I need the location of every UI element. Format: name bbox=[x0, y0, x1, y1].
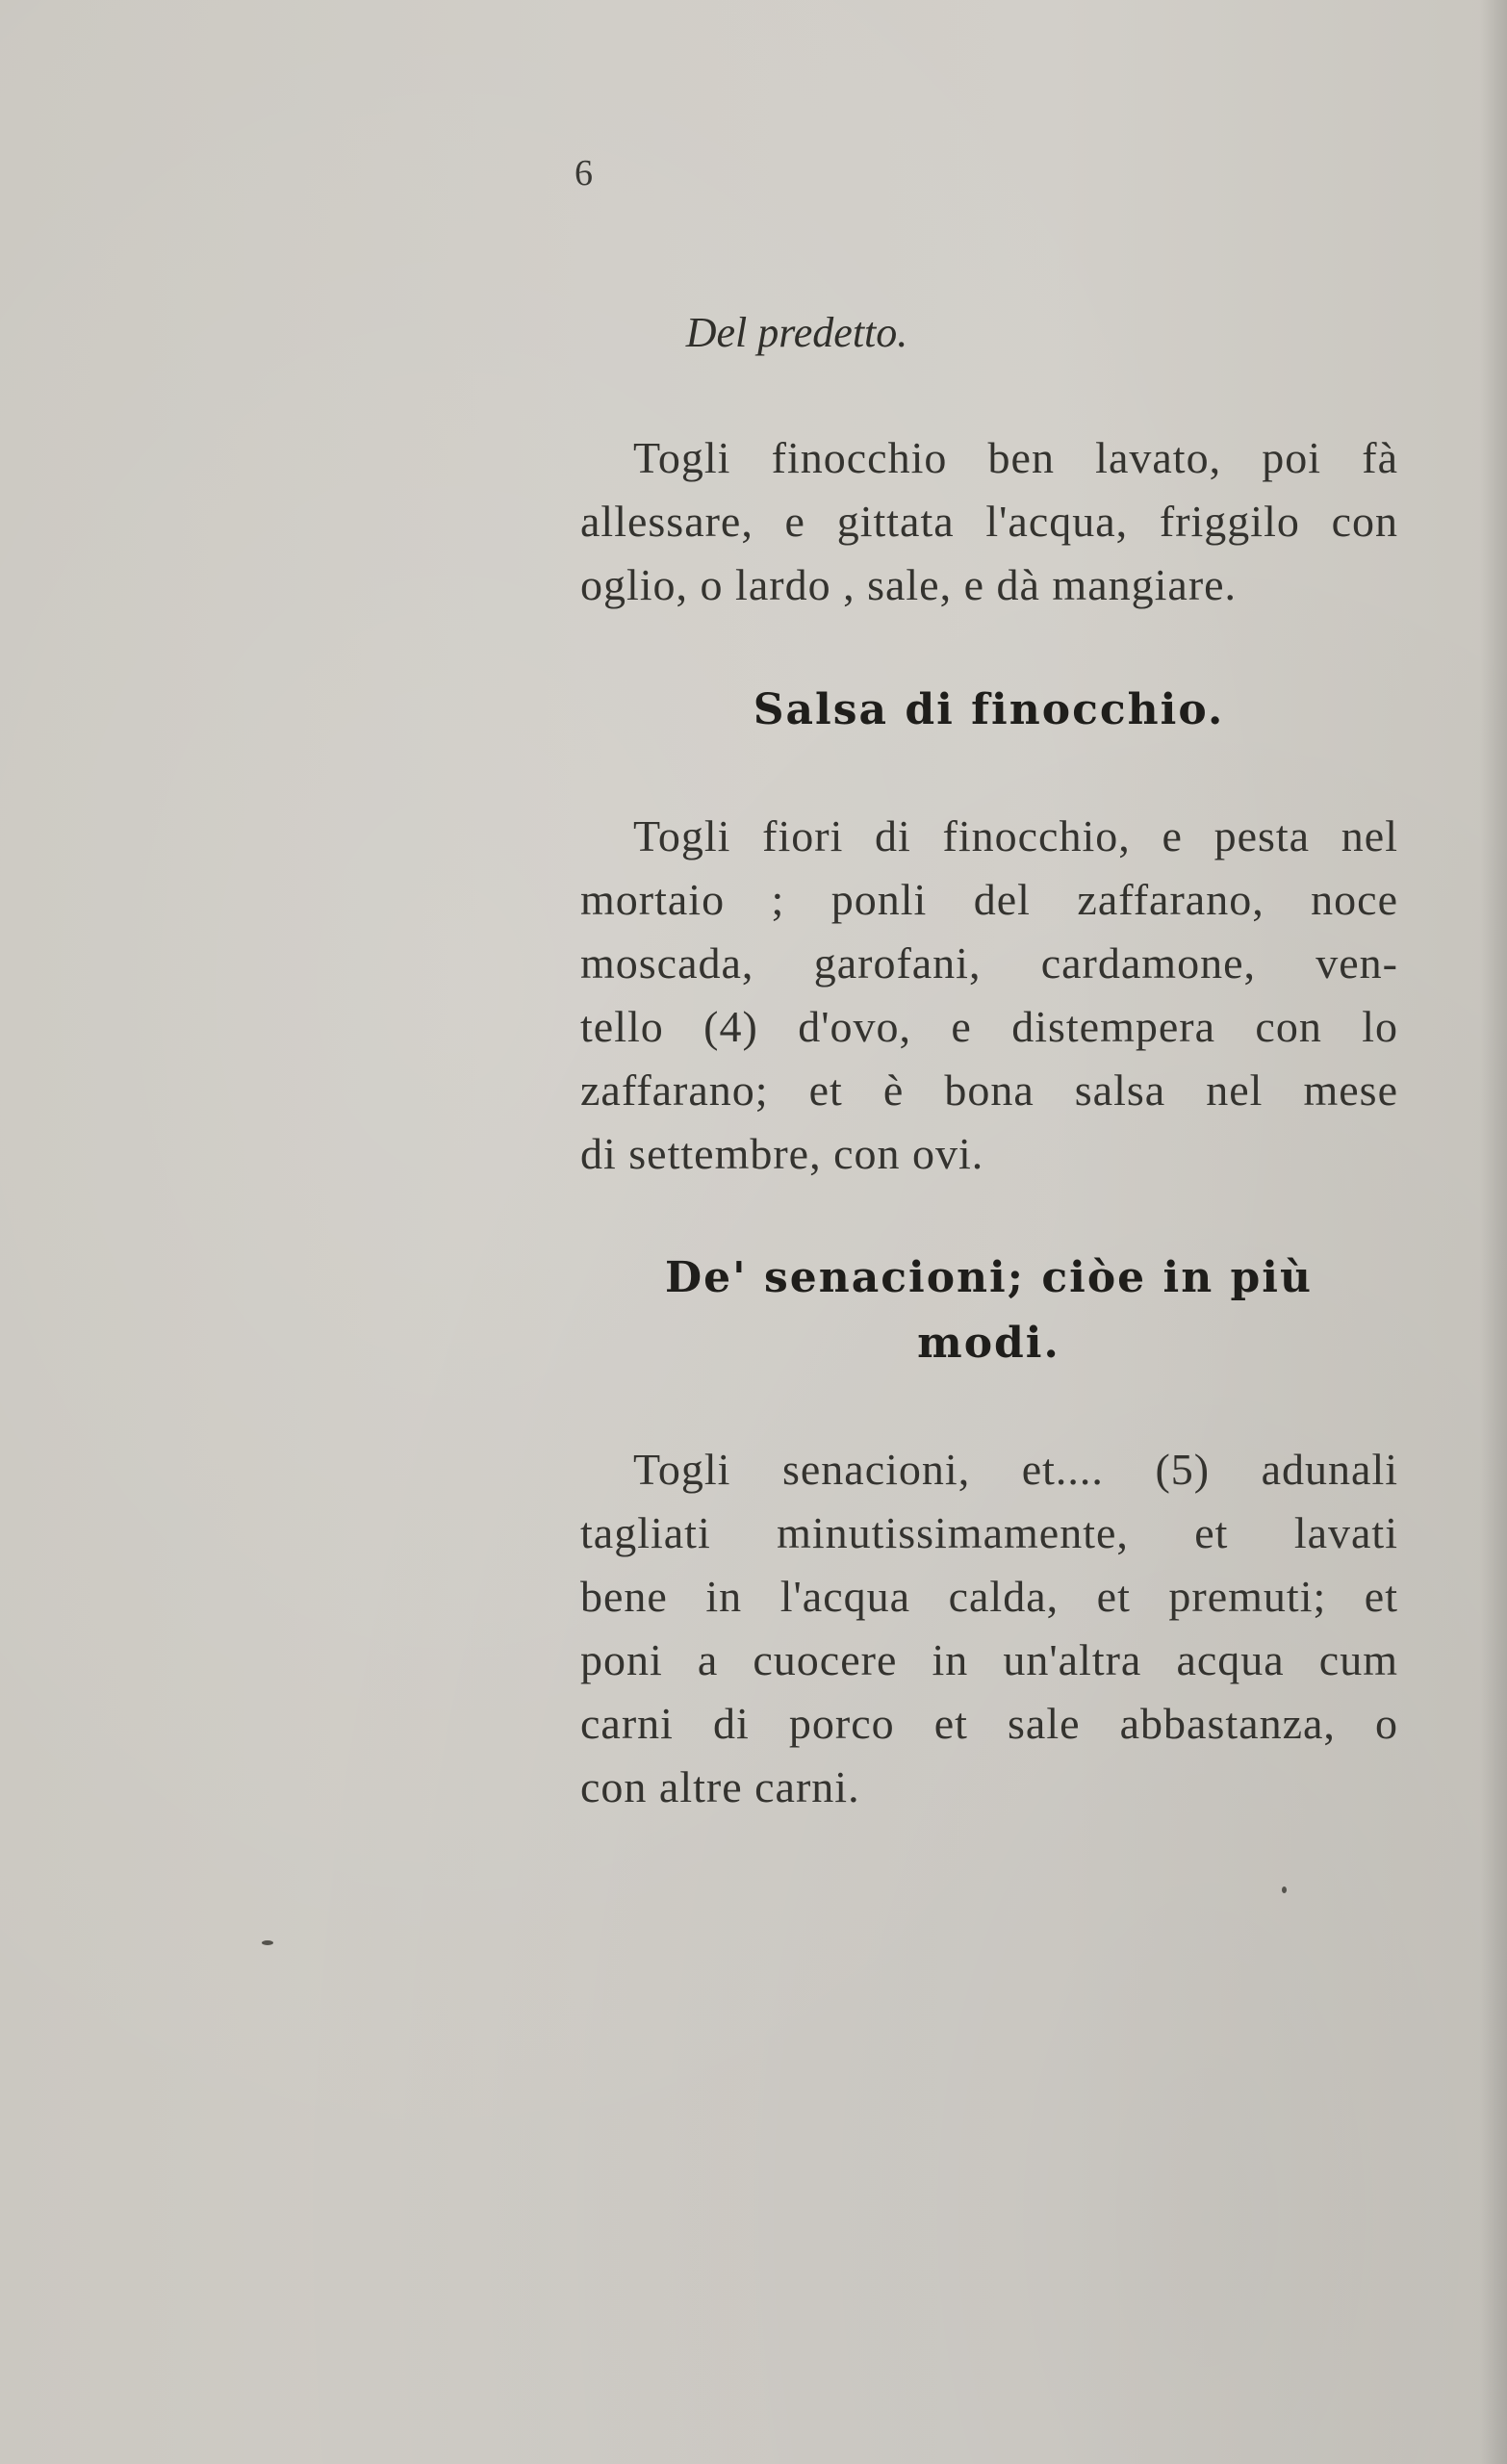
text-line: zaffarano; et è bona salsa nel mese bbox=[580, 1065, 1398, 1115]
text-line: con altre carni. bbox=[580, 1762, 860, 1811]
text-line: Togli finocchio ben lavato, poi fà bbox=[633, 433, 1398, 482]
ink-speck bbox=[262, 1940, 273, 1945]
ink-speck bbox=[1282, 1886, 1287, 1893]
text-line: allessare, e gittata l'acqua, friggilo con bbox=[580, 497, 1398, 546]
text-line: poni a cuocere in un'altra acqua cum bbox=[580, 1635, 1398, 1684]
text-line: di settembre, con ovi. bbox=[580, 1129, 984, 1178]
text-line: bene in l'acqua calda, et premuti; et bbox=[580, 1572, 1398, 1621]
text-line: oglio, o lardo , sale, e dà mangiare. bbox=[580, 560, 1238, 609]
section-heading-de-senacioni-line1: De' senacioni; ciòe in più bbox=[665, 1253, 1313, 1302]
text-line: tagliati minutissimamente, et lavati bbox=[580, 1508, 1398, 1557]
text-line: Togli fiori di finocchio, e pesta nel bbox=[633, 811, 1398, 860]
text-line: moscada, garofani, cardamone, ven- bbox=[580, 938, 1398, 988]
text-line: mortaio ; ponli del zaffarano, noce bbox=[580, 875, 1398, 924]
page-number: 6 bbox=[575, 153, 594, 193]
text-line: carni di porco et sale abbastanza, o bbox=[580, 1699, 1398, 1748]
paragraph-de-senacioni bbox=[580, 1438, 1398, 1819]
paragraph-salsa-di-finocchio bbox=[580, 805, 1398, 1186]
page-edge-shadow bbox=[1480, 0, 1507, 2464]
section-heading-del-predetto: Del predetto. bbox=[685, 309, 908, 356]
text-line: Togli senacioni, et.... (5) adunali bbox=[633, 1445, 1398, 1494]
text-line: tello (4) d'ovo, e distempera con lo bbox=[580, 1002, 1398, 1051]
section-heading-salsa-di-finocchio: Salsa di finocchio. bbox=[753, 685, 1225, 734]
paragraph-del-predetto bbox=[580, 426, 1398, 617]
section-heading-de-senacioni-line2: modi. bbox=[917, 1319, 1060, 1368]
